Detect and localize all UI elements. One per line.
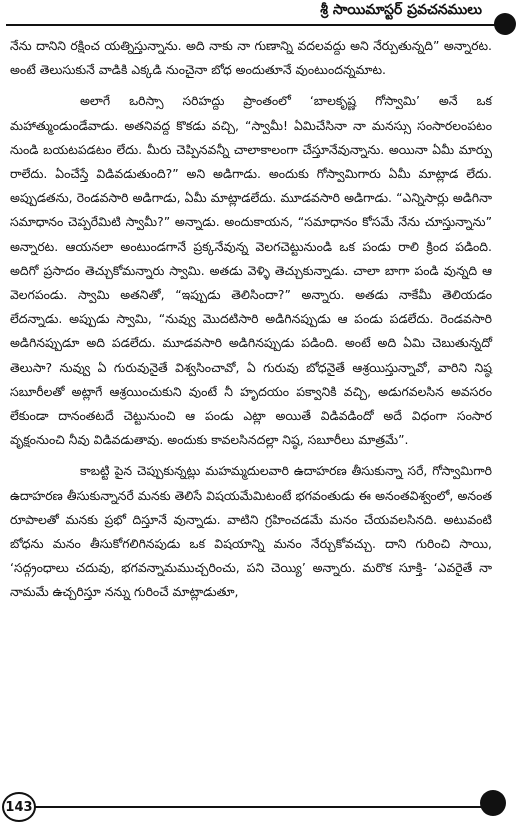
running-header-title: శ్రీ సాయిమాస్టర్ ప్రవచనములు <box>316 2 486 21</box>
header-dot-ornament <box>494 13 516 35</box>
page-header <box>0 0 520 30</box>
header-rule <box>6 24 500 26</box>
footer-dot-ornament <box>480 790 506 816</box>
paragraph-conclusion: కాబట్టి పైన చెప్పుకున్నట్లు మహమ్మదులవారి ఉదాహరణ తీసుకున్నా సరే, గోస్వామిగారి ఉదాహరణ తీసుకున్నానరే మనకు తెలిసే విషయమేమిటంటే భగవంతుడు ఈ అనంతవిశ్వంలో, అనంత రూపాలతో మనకు ప్రభో దిస్తూనే వున్నాడు. వాటిని గ్రహించడమే మనం చేయవలసినది. అటువంటి బోధను మనం తీసుకోగలిగినపుడు ఒక విషయాన్ని మనం నేర్చుకోవచ్చు. దాని గురించి సాయి, ‘సద్గ్రంధాలు చదువు, భగవన్నామముచ్చరించు, పని చెయ్యి’ అన్నారు. మరొక సూక్తి- ‘ఎవరైతే నా నామమే ఉచ్చరిస్తూ నన్ను గురించే మాట్లాడుతూ, <box>10 463 492 600</box>
paragraph-continuation: నేను దానిని రక్షించ యత్నిస్తున్నాను. అది నాకు నా గుణాన్ని వదలవద్దు అని నేర్పుతున్నది” అన్నారట. అంటే తెలుసుకునే వాడికి ఎక్కడి నుంచైనా బోధ అందుతూనే వుంటుందన్నమాట. <box>10 38 492 78</box>
paragraph-goswami-story: అలాగే ఒరిస్సా సరిహద్దు ప్రాంతంలో ‘బాలకృష్ణ గోస్వామి’ అనే ఒక మహాత్ముండుండేవాడు. అతనివద్ద కొకడు వచ్చి, “స్వామీ! ఏమిచేసినా నా మనస్సు సంసారలంపటం నుండి బయటపడటం లేదు. మీరు చెప్పినవన్నీ చాలాకాలంగా చేస్తూనేవున్నాను. అయినా ఏమీ మార్పు రాలేదు. ఏంచేస్తే విడివడుతుంది?” అని అడిగాడు. అందుకు గోస్వామిగారు ఏమీ మాట్లాడ లేదు. అప్పుడతను, రెండవసారి అడిగాడు, ఏమీ మాట్లాడలేదు. మూడవసారి అడిగాడు. “ఎన్నిసార్లు అడిగినా సమాధానం చెప్పరేమిటి స్వామీ?” అన్నాడు. అందుకాయన, “సమాధానం కోసమే నేను చూస్తున్నాను” అన్నారట. ఆయనలా అంటుండగానే ప్రక్కనేవున్న వెలగచెట్టునుండి ఒక పండు రాలి క్రింద పడింది. అదిగో ప్రసాదం తెచ్చుకోమన్నారు స్వామి. అతడు వెళ్ళి తెచ్చుకున్నాడు. చాలా బాగా పండి వున్నది ఆ వెలగపండు. స్వామి అతనితో, “ఇప్పుడు తెలిసిందా?” అన్నారు. అతడు నాకేమీ తెలియడం లేదన్నాడు. అప్పుడు స్వామి, “నువ్వు మొదటిసారి అడిగినప్పుడు ఆ పండు పడలేదు. రెండవసారి అడిగినప్పుడూ అది పడలేదు. మూడవసారి అడిగినప్పుడు పడింది. అంటే అది ఏమి చెబుతున్నదో తెలుసా? నువ్వు ఏ గురువునైతే విశ్వసించావో, ఏ గురువు బోధనైతే ఆశ్రయిస్తున్నావో, వారిని నిష్ఠ సబూరీలతో అట్లాగే ఆశ్రయించుకుని వుంటే నీ హృదయం పక్వానికి వచ్చి, అడుగవలసిన అవసరం లేకుండా దానంతటదే చెట్టునుంచి ఆ పండు ఎట్లా అయితే విడివడిందో అదే విధంగా సంసార వృక్షంనుంచి నీవు విడివడుతావు. అందుకు కావలసినదల్లా నిష్ఠ, సబూరీలు మాత్రమే”. <box>10 93 492 448</box>
body-text <box>10 34 492 605</box>
page-number-badge: 143 <box>2 792 36 822</box>
footer-rule <box>30 806 490 808</box>
